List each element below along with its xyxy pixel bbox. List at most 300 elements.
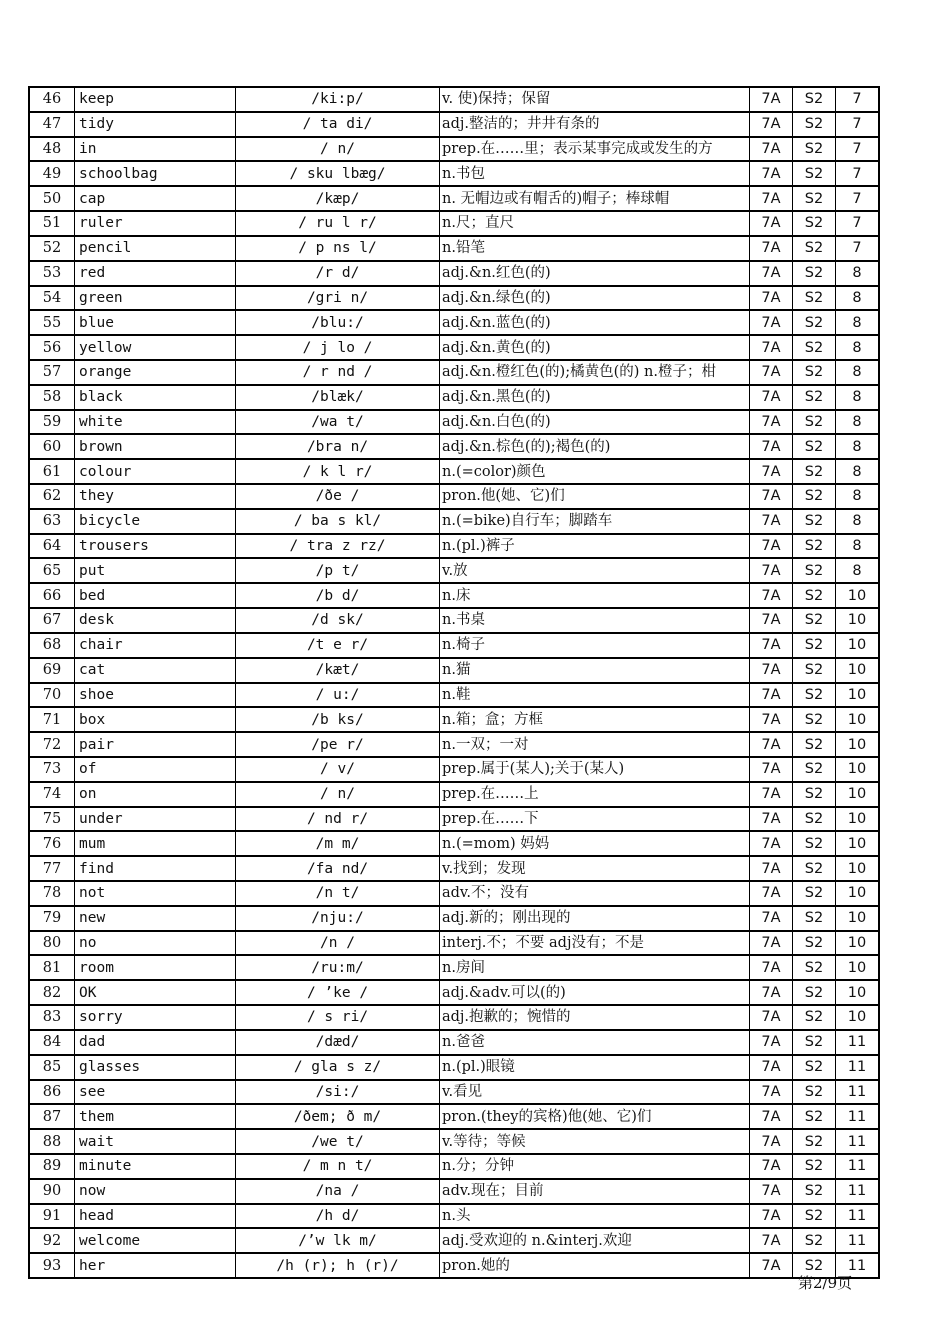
definition-cell: n.铅笔 xyxy=(440,236,750,261)
phonetic-cell: /blæk/ xyxy=(236,385,440,410)
unit-cell: 8 xyxy=(836,261,880,286)
unit-cell: 10 xyxy=(836,955,880,980)
table-row xyxy=(29,757,879,782)
semester-cell: S2 xyxy=(793,534,836,559)
unit-cell: 10 xyxy=(836,583,880,608)
grade-cell: 7A xyxy=(750,335,793,360)
grade-cell: 7A xyxy=(750,980,793,1005)
word-text-cell: tidy xyxy=(75,112,236,137)
word-number-cell: 70 xyxy=(29,683,75,708)
table-row xyxy=(29,1154,879,1179)
word-text-cell: they xyxy=(75,484,236,509)
word-text-cell: minute xyxy=(75,1154,236,1179)
table-row xyxy=(29,1129,879,1154)
grade-cell: 7A xyxy=(750,112,793,137)
phonetic-cell: /b ks/ xyxy=(236,707,440,732)
semester-cell: S2 xyxy=(793,658,836,683)
semester-cell: S2 xyxy=(793,881,836,906)
phonetic-cell: /na / xyxy=(236,1179,440,1204)
phonetic-cell: / nd r/ xyxy=(236,807,440,832)
grade-cell: 7A xyxy=(750,87,793,112)
unit-cell: 10 xyxy=(836,683,880,708)
phonetic-cell: / r nd / xyxy=(236,360,440,385)
phonetic-cell: /blu:/ xyxy=(236,310,440,335)
word-number-cell: 86 xyxy=(29,1080,75,1105)
definition-cell: adj.受欢迎的 n.&interj.欢迎 xyxy=(440,1228,750,1253)
definition-cell: n.箱；盒；方框 xyxy=(440,707,750,732)
phonetic-cell: /ðe / xyxy=(236,484,440,509)
word-number-cell: 74 xyxy=(29,782,75,807)
word-number-cell: 46 xyxy=(29,87,75,112)
grade-cell: 7A xyxy=(750,658,793,683)
word-number-cell: 66 xyxy=(29,583,75,608)
semester-cell: S2 xyxy=(793,757,836,782)
grade-cell: 7A xyxy=(750,906,793,931)
table-row xyxy=(29,732,879,757)
semester-cell: S2 xyxy=(793,683,836,708)
grade-cell: 7A xyxy=(750,161,793,186)
word-text-cell: new xyxy=(75,906,236,931)
phonetic-cell: /t e r/ xyxy=(236,633,440,658)
word-text-cell: ruler xyxy=(75,211,236,236)
phonetic-cell: / p ns l/ xyxy=(236,236,440,261)
word-text-cell: white xyxy=(75,410,236,435)
grade-cell: 7A xyxy=(750,1055,793,1080)
phonetic-cell: /r d/ xyxy=(236,261,440,286)
grade-cell: 7A xyxy=(750,310,793,335)
semester-cell: S2 xyxy=(793,856,836,881)
unit-cell: 11 xyxy=(836,1179,880,1204)
word-number-cell: 68 xyxy=(29,633,75,658)
grade-cell: 7A xyxy=(750,782,793,807)
semester-cell: S2 xyxy=(793,360,836,385)
word-text-cell: pencil xyxy=(75,236,236,261)
unit-cell: 8 xyxy=(836,459,880,484)
table-row xyxy=(29,633,879,658)
word-number-cell: 82 xyxy=(29,980,75,1005)
definition-cell: v.放 xyxy=(440,558,750,583)
word-text-cell: bicycle xyxy=(75,509,236,534)
semester-cell: S2 xyxy=(793,1104,836,1129)
unit-cell: 7 xyxy=(836,211,880,236)
unit-cell: 10 xyxy=(836,1005,880,1030)
unit-cell: 10 xyxy=(836,831,880,856)
word-number-cell: 48 xyxy=(29,137,75,162)
phonetic-cell: /ki:p/ xyxy=(236,87,440,112)
definition-cell: n.猫 xyxy=(440,658,750,683)
semester-cell: S2 xyxy=(793,707,836,732)
semester-cell: S2 xyxy=(793,1080,836,1105)
table-row xyxy=(29,186,879,211)
word-number-cell: 71 xyxy=(29,707,75,732)
table-row xyxy=(29,608,879,633)
grade-cell: 7A xyxy=(750,434,793,459)
phonetic-cell: /h (r); h (r)/ xyxy=(236,1253,440,1278)
unit-cell: 11 xyxy=(836,1154,880,1179)
grade-cell: 7A xyxy=(750,931,793,956)
phonetic-cell: /bra n/ xyxy=(236,434,440,459)
unit-cell: 11 xyxy=(836,1030,880,1055)
unit-cell: 8 xyxy=(836,534,880,559)
grade-cell: 7A xyxy=(750,1080,793,1105)
definition-cell: adj.整洁的；井井有条的 xyxy=(440,112,750,137)
unit-cell: 10 xyxy=(836,881,880,906)
grade-cell: 7A xyxy=(750,385,793,410)
table-row xyxy=(29,484,879,509)
table-row xyxy=(29,1204,879,1229)
word-text-cell: glasses xyxy=(75,1055,236,1080)
unit-cell: 10 xyxy=(836,633,880,658)
grade-cell: 7A xyxy=(750,732,793,757)
definition-cell: adj.&n.蓝色(的) xyxy=(440,310,750,335)
phonetic-cell: /gri n/ xyxy=(236,286,440,311)
semester-cell: S2 xyxy=(793,955,836,980)
word-number-cell: 92 xyxy=(29,1228,75,1253)
word-text-cell: cap xyxy=(75,186,236,211)
semester-cell: S2 xyxy=(793,186,836,211)
word-text-cell: put xyxy=(75,558,236,583)
word-text-cell: green xyxy=(75,286,236,311)
unit-cell: 10 xyxy=(836,732,880,757)
semester-cell: S2 xyxy=(793,1204,836,1229)
phonetic-cell: / sku lbæg/ xyxy=(236,161,440,186)
word-text-cell: orange xyxy=(75,360,236,385)
table-row xyxy=(29,410,879,435)
word-number-cell: 72 xyxy=(29,732,75,757)
grade-cell: 7A xyxy=(750,484,793,509)
definition-cell: v.等待；等候 xyxy=(440,1129,750,1154)
unit-cell: 8 xyxy=(836,360,880,385)
phonetic-cell: / ru l r/ xyxy=(236,211,440,236)
grade-cell: 7A xyxy=(750,534,793,559)
phonetic-cell: /’w lk m/ xyxy=(236,1228,440,1253)
unit-cell: 10 xyxy=(836,707,880,732)
word-number-cell: 89 xyxy=(29,1154,75,1179)
word-text-cell: yellow xyxy=(75,335,236,360)
word-text-cell: cat xyxy=(75,658,236,683)
grade-cell: 7A xyxy=(750,509,793,534)
unit-cell: 10 xyxy=(836,980,880,1005)
semester-cell: S2 xyxy=(793,608,836,633)
definition-cell: v.找到；发现 xyxy=(440,856,750,881)
word-number-cell: 79 xyxy=(29,906,75,931)
grade-cell: 7A xyxy=(750,360,793,385)
semester-cell: S2 xyxy=(793,335,836,360)
word-number-cell: 58 xyxy=(29,385,75,410)
semester-cell: S2 xyxy=(793,410,836,435)
word-number-cell: 65 xyxy=(29,558,75,583)
unit-cell: 8 xyxy=(836,509,880,534)
word-text-cell: brown xyxy=(75,434,236,459)
word-text-cell: trousers xyxy=(75,534,236,559)
grade-cell: 7A xyxy=(750,831,793,856)
phonetic-cell: / ’ke / xyxy=(236,980,440,1005)
word-number-cell: 54 xyxy=(29,286,75,311)
table-row xyxy=(29,137,879,162)
definition-cell: v. 使)保持；保留 xyxy=(440,87,750,112)
word-text-cell: OK xyxy=(75,980,236,1005)
definition-cell: n.(=bike)自行车；脚踏车 xyxy=(440,509,750,534)
word-number-cell: 64 xyxy=(29,534,75,559)
unit-cell: 7 xyxy=(836,161,880,186)
grade-cell: 7A xyxy=(750,137,793,162)
phonetic-cell: / u:/ xyxy=(236,683,440,708)
word-number-cell: 62 xyxy=(29,484,75,509)
table-row xyxy=(29,683,879,708)
definition-cell: pron.他(她、它)们 xyxy=(440,484,750,509)
table-row xyxy=(29,955,879,980)
semester-cell: S2 xyxy=(793,1154,836,1179)
definition-cell: interj.不；不要 adj没有；不是 xyxy=(440,931,750,956)
table-row xyxy=(29,1030,879,1055)
semester-cell: S2 xyxy=(793,633,836,658)
table-row xyxy=(29,980,879,1005)
unit-cell: 10 xyxy=(836,608,880,633)
definition-cell: n.床 xyxy=(440,583,750,608)
unit-cell: 10 xyxy=(836,757,880,782)
table-row xyxy=(29,509,879,534)
semester-cell: S2 xyxy=(793,1253,836,1278)
semester-cell: S2 xyxy=(793,831,836,856)
word-text-cell: box xyxy=(75,707,236,732)
word-text-cell: chair xyxy=(75,633,236,658)
grade-cell: 7A xyxy=(750,1030,793,1055)
word-number-cell: 47 xyxy=(29,112,75,137)
table-row xyxy=(29,459,879,484)
word-text-cell: them xyxy=(75,1104,236,1129)
table-row xyxy=(29,881,879,906)
table-row xyxy=(29,558,879,583)
word-number-cell: 91 xyxy=(29,1204,75,1229)
semester-cell: S2 xyxy=(793,1228,836,1253)
semester-cell: S2 xyxy=(793,87,836,112)
table-row xyxy=(29,211,879,236)
definition-cell: n.(=color)颜色 xyxy=(440,459,750,484)
word-number-cell: 81 xyxy=(29,955,75,980)
grade-cell: 7A xyxy=(750,459,793,484)
semester-cell: S2 xyxy=(793,161,836,186)
table-row xyxy=(29,310,879,335)
table-row xyxy=(29,1055,879,1080)
unit-cell: 11 xyxy=(836,1228,880,1253)
definition-cell: n.房间 xyxy=(440,955,750,980)
word-text-cell: on xyxy=(75,782,236,807)
unit-cell: 11 xyxy=(836,1104,880,1129)
table-row xyxy=(29,161,879,186)
table-row xyxy=(29,261,879,286)
grade-cell: 7A xyxy=(750,633,793,658)
table-row xyxy=(29,1179,879,1204)
grade-cell: 7A xyxy=(750,583,793,608)
semester-cell: S2 xyxy=(793,980,836,1005)
unit-cell: 10 xyxy=(836,782,880,807)
grade-cell: 7A xyxy=(750,1179,793,1204)
phonetic-cell: /b d/ xyxy=(236,583,440,608)
grade-cell: 7A xyxy=(750,186,793,211)
phonetic-cell: / n/ xyxy=(236,782,440,807)
unit-cell: 11 xyxy=(836,1253,880,1278)
vocabulary-table-body xyxy=(29,87,879,1278)
unit-cell: 11 xyxy=(836,1204,880,1229)
word-number-cell: 63 xyxy=(29,509,75,534)
phonetic-cell: /si:/ xyxy=(236,1080,440,1105)
semester-cell: S2 xyxy=(793,558,836,583)
phonetic-cell: /ðem; ð m/ xyxy=(236,1104,440,1129)
definition-cell: n.分；分钟 xyxy=(440,1154,750,1179)
table-row xyxy=(29,831,879,856)
phonetic-cell: /ru:m/ xyxy=(236,955,440,980)
definition-cell: n.一双；一对 xyxy=(440,732,750,757)
unit-cell: 11 xyxy=(836,1080,880,1105)
vocabulary-table xyxy=(28,86,880,1279)
grade-cell: 7A xyxy=(750,881,793,906)
definition-cell: adj.新的；刚出现的 xyxy=(440,906,750,931)
word-text-cell: desk xyxy=(75,608,236,633)
word-text-cell: see xyxy=(75,1080,236,1105)
phonetic-cell: / m n t/ xyxy=(236,1154,440,1179)
table-row xyxy=(29,112,879,137)
semester-cell: S2 xyxy=(793,1129,836,1154)
definition-cell: adj.&n.黄色(的) xyxy=(440,335,750,360)
word-text-cell: wait xyxy=(75,1129,236,1154)
phonetic-cell: /fa nd/ xyxy=(236,856,440,881)
phonetic-cell: / ba s kl/ xyxy=(236,509,440,534)
phonetic-cell: /dæd/ xyxy=(236,1030,440,1055)
grade-cell: 7A xyxy=(750,1204,793,1229)
grade-cell: 7A xyxy=(750,1154,793,1179)
word-number-cell: 76 xyxy=(29,831,75,856)
grade-cell: 7A xyxy=(750,856,793,881)
unit-cell: 10 xyxy=(836,856,880,881)
definition-cell: adv.现在；目前 xyxy=(440,1179,750,1204)
grade-cell: 7A xyxy=(750,807,793,832)
definition-cell: adv.不；没有 xyxy=(440,881,750,906)
phonetic-cell: /m m/ xyxy=(236,831,440,856)
table-row xyxy=(29,360,879,385)
definition-cell: adj.&n.红色(的) xyxy=(440,261,750,286)
semester-cell: S2 xyxy=(793,1055,836,1080)
table-row xyxy=(29,385,879,410)
grade-cell: 7A xyxy=(750,757,793,782)
grade-cell: 7A xyxy=(750,1005,793,1030)
word-number-cell: 61 xyxy=(29,459,75,484)
unit-cell: 7 xyxy=(836,186,880,211)
word-number-cell: 59 xyxy=(29,410,75,435)
semester-cell: S2 xyxy=(793,931,836,956)
table-row xyxy=(29,906,879,931)
definition-cell: prep.属于(某人);关于(某人) xyxy=(440,757,750,782)
semester-cell: S2 xyxy=(793,385,836,410)
page-number: 第2/9页 xyxy=(798,1274,853,1292)
semester-cell: S2 xyxy=(793,211,836,236)
phonetic-cell: /kæt/ xyxy=(236,658,440,683)
phonetic-cell: /d sk/ xyxy=(236,608,440,633)
word-number-cell: 83 xyxy=(29,1005,75,1030)
table-row xyxy=(29,707,879,732)
definition-cell: n.书桌 xyxy=(440,608,750,633)
word-number-cell: 56 xyxy=(29,335,75,360)
phonetic-cell: / s ri/ xyxy=(236,1005,440,1030)
semester-cell: S2 xyxy=(793,1179,836,1204)
semester-cell: S2 xyxy=(793,236,836,261)
definition-cell: n.(pl.)眼镜 xyxy=(440,1055,750,1080)
word-number-cell: 88 xyxy=(29,1129,75,1154)
word-number-cell: 57 xyxy=(29,360,75,385)
unit-cell: 8 xyxy=(836,434,880,459)
unit-cell: 8 xyxy=(836,335,880,360)
word-text-cell: black xyxy=(75,385,236,410)
table-row xyxy=(29,534,879,559)
phonetic-cell: /wa t/ xyxy=(236,410,440,435)
word-text-cell: find xyxy=(75,856,236,881)
definition-cell: n.尺；直尺 xyxy=(440,211,750,236)
word-text-cell: now xyxy=(75,1179,236,1204)
table-row xyxy=(29,87,879,112)
definition-cell: n. 无帽边或有帽舌的)帽子；棒球帽 xyxy=(440,186,750,211)
table-row xyxy=(29,286,879,311)
definition-cell: adj.&n.黑色(的) xyxy=(440,385,750,410)
word-number-cell: 73 xyxy=(29,757,75,782)
table-row xyxy=(29,856,879,881)
word-text-cell: no xyxy=(75,931,236,956)
table-row xyxy=(29,236,879,261)
word-text-cell: pair xyxy=(75,732,236,757)
phonetic-cell: / n/ xyxy=(236,137,440,162)
phonetic-cell: /pe r/ xyxy=(236,732,440,757)
word-number-cell: 50 xyxy=(29,186,75,211)
word-number-cell: 67 xyxy=(29,608,75,633)
semester-cell: S2 xyxy=(793,509,836,534)
word-text-cell: bed xyxy=(75,583,236,608)
phonetic-cell: /we t/ xyxy=(236,1129,440,1154)
table-row xyxy=(29,335,879,360)
word-text-cell: of xyxy=(75,757,236,782)
grade-cell: 7A xyxy=(750,211,793,236)
table-row xyxy=(29,931,879,956)
definition-cell: n.(=mom) 妈妈 xyxy=(440,831,750,856)
table-row xyxy=(29,1080,879,1105)
word-number-cell: 93 xyxy=(29,1253,75,1278)
definition-cell: pron.(they的宾格)他(她、它)们 xyxy=(440,1104,750,1129)
semester-cell: S2 xyxy=(793,484,836,509)
semester-cell: S2 xyxy=(793,137,836,162)
unit-cell: 10 xyxy=(836,807,880,832)
table-row xyxy=(29,1104,879,1129)
phonetic-cell: / tra z rz/ xyxy=(236,534,440,559)
semester-cell: S2 xyxy=(793,459,836,484)
unit-cell: 7 xyxy=(836,236,880,261)
grade-cell: 7A xyxy=(750,261,793,286)
definition-cell: n.爸爸 xyxy=(440,1030,750,1055)
grade-cell: 7A xyxy=(750,608,793,633)
definition-cell: prep.在……下 xyxy=(440,807,750,832)
grade-cell: 7A xyxy=(750,236,793,261)
grade-cell: 7A xyxy=(750,955,793,980)
word-text-cell: mum xyxy=(75,831,236,856)
unit-cell: 8 xyxy=(836,385,880,410)
word-text-cell: colour xyxy=(75,459,236,484)
unit-cell: 8 xyxy=(836,410,880,435)
table-row xyxy=(29,1005,879,1030)
semester-cell: S2 xyxy=(793,1005,836,1030)
word-text-cell: blue xyxy=(75,310,236,335)
semester-cell: S2 xyxy=(793,583,836,608)
definition-cell: adj.&n.棕色(的);褐色(的) xyxy=(440,434,750,459)
semester-cell: S2 xyxy=(793,261,836,286)
unit-cell: 7 xyxy=(836,137,880,162)
word-text-cell: under xyxy=(75,807,236,832)
definition-cell: prep.在……上 xyxy=(440,782,750,807)
